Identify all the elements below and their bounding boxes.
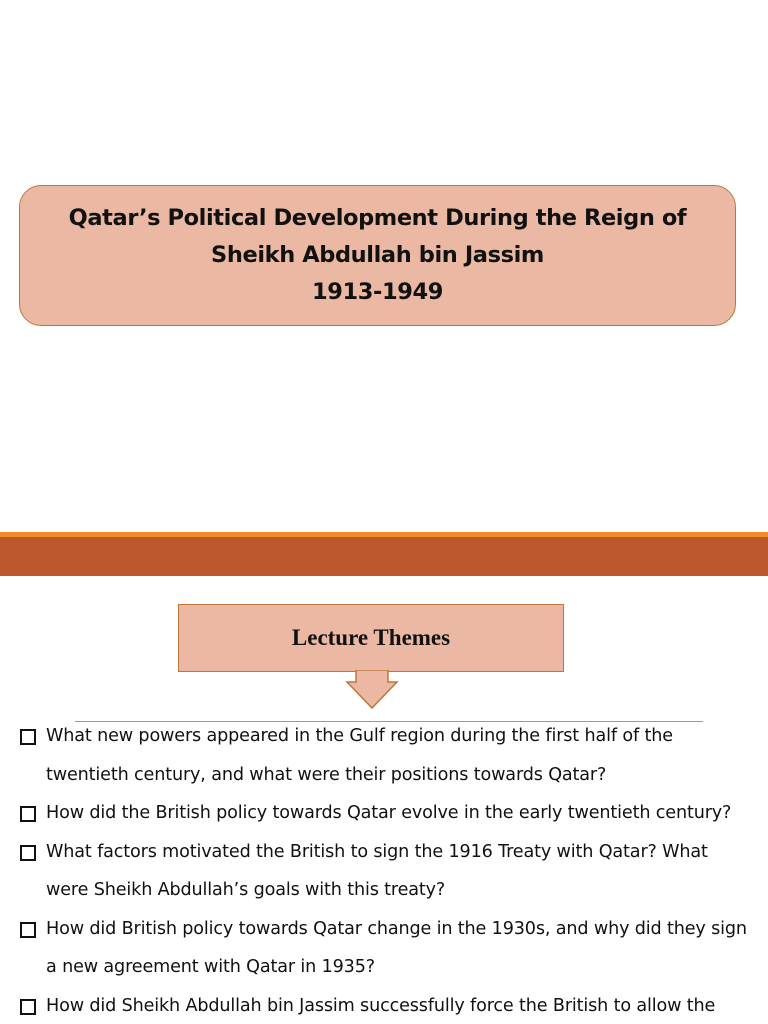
checkbox-bullet-icon — [20, 922, 36, 938]
title-line-3: 1913-1949 — [312, 279, 443, 305]
theme-item — [18, 717, 753, 794]
title-box — [19, 185, 736, 326]
theme-item — [18, 833, 753, 910]
theme-item-text: How did Sheikh Abdullah bin Jassim successfully force the British to allow the — [46, 995, 716, 1016]
section-divider-band — [0, 532, 768, 576]
lecture-themes-heading: Lecture Themes — [291, 625, 451, 650]
theme-item-text: How did the British policy towards Qatar evolve in the early twentieth century? — [46, 803, 732, 823]
lecture-themes-list — [18, 717, 753, 1024]
title-line-2: Sheikh Abdullah bin Jassim — [211, 242, 544, 268]
lecture-themes-callout — [178, 604, 564, 672]
title-line-1: Qatar’s Political Development During the Reign of — [68, 205, 687, 231]
theme-item-text: What new powers appeared in the Gulf region during the first half of the twentieth century, and what were their positions towards Qatar? — [46, 726, 673, 785]
theme-item-text: How did British policy towards Qatar change in the 1930s, and why did they sign a new agreement with Qatar in 1935? — [46, 918, 747, 977]
theme-item-text: What factors motivated the British to sign the 1916 Treaty with Qatar? What were Sheikh Abdullah’s goals with this treaty? — [46, 841, 708, 900]
theme-item — [18, 987, 753, 1024]
checkbox-bullet-icon — [20, 845, 36, 861]
checkbox-bullet-icon — [20, 806, 36, 822]
callout-arrow-icon — [342, 670, 402, 710]
checkbox-bullet-icon — [20, 729, 36, 745]
theme-item — [18, 794, 753, 833]
theme-item — [18, 910, 753, 987]
checkbox-bullet-icon — [20, 999, 36, 1015]
